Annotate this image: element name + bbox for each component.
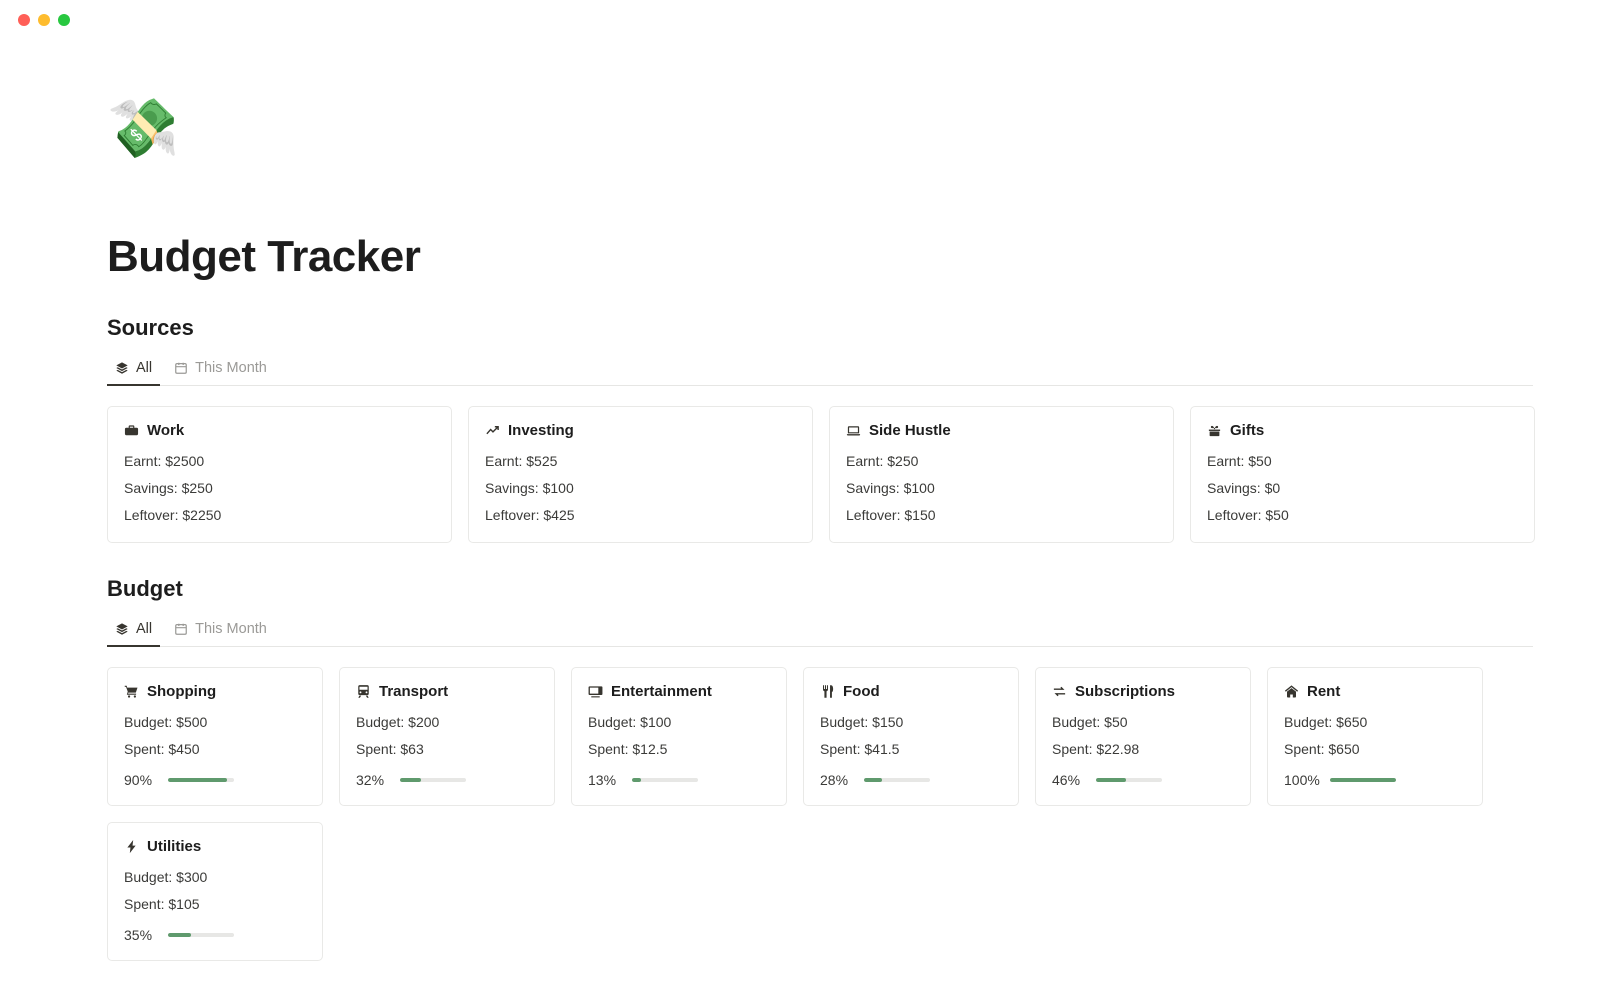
- card-leftover: Leftover: $2250: [124, 507, 222, 524]
- refresh-icon: [1052, 684, 1067, 699]
- tab-sources-this-month-label: This Month: [195, 360, 267, 376]
- card-earnt: Earnt: $50: [1207, 453, 1272, 469]
- card-earnt: Earnt: $2500: [124, 453, 205, 469]
- card-title: Gifts: [1230, 422, 1265, 439]
- card-budget: Budget: $100: [588, 713, 672, 730]
- card-header: [124, 683, 306, 700]
- card-earnt: Earnt: $250: [846, 453, 919, 469]
- progress-row: [820, 772, 1002, 788]
- card-spent: Spent: $22.98: [1052, 740, 1140, 757]
- window-controls: [18, 14, 70, 26]
- card-budget: Budget: $50: [1052, 713, 1128, 730]
- progress-fill: [400, 778, 421, 782]
- budget-card-shopping[interactable]: [107, 667, 323, 806]
- card-header: [485, 422, 796, 439]
- progress-fill: [1330, 778, 1396, 782]
- card-header: [820, 683, 1002, 700]
- card-spent: Spent: $41.5: [820, 740, 900, 757]
- card-savings: Savings: $100: [846, 480, 935, 497]
- card-title: Food: [843, 682, 880, 700]
- progress-fill: [632, 778, 641, 782]
- budget-heading: Budget: [107, 575, 183, 601]
- card-header: [846, 422, 1157, 439]
- progress-label: 46%: [1052, 771, 1081, 788]
- progress-row: [1284, 772, 1466, 788]
- layers-icon: [115, 361, 129, 375]
- tab-budget-all-label: All: [136, 620, 153, 637]
- card-header: [588, 683, 770, 700]
- card-title: Work: [147, 422, 185, 439]
- cart-icon: [124, 684, 139, 699]
- page-icon[interactable]: 💸: [107, 96, 180, 161]
- source-card-gifts[interactable]: [1190, 406, 1535, 543]
- page-title: Budget Tracker: [107, 232, 421, 281]
- card-savings: Savings: $250: [124, 480, 213, 497]
- tab-sources-all[interactable]: [107, 355, 160, 385]
- card-header: [124, 422, 435, 439]
- progress-row: [588, 772, 770, 788]
- card-budget: Budget: $500: [124, 713, 208, 730]
- calendar-icon: [174, 361, 188, 375]
- card-budget: Budget: $650: [1284, 713, 1368, 730]
- progress-label: 90%: [124, 771, 153, 788]
- progress-row: [356, 772, 538, 788]
- minimize-window-button[interactable]: [38, 14, 50, 26]
- card-title: Utilities: [147, 837, 202, 855]
- progress-row: [1052, 772, 1234, 788]
- card-spent: Spent: $105: [124, 896, 200, 913]
- window-titlebar: [0, 0, 1600, 40]
- card-title: Rent: [1307, 682, 1341, 700]
- progress-row: [124, 772, 306, 788]
- card-spent: Spent: $63: [356, 740, 424, 757]
- progress-bar: [1096, 778, 1162, 782]
- card-title: Entertainment: [611, 682, 712, 700]
- card-leftover: Leftover: $150: [846, 507, 936, 524]
- progress-label: 13%: [588, 771, 617, 788]
- budget-card-grid: [107, 667, 1537, 962]
- chart-line-icon: [485, 423, 500, 438]
- card-title: Investing: [508, 422, 574, 439]
- progress-bar: [168, 933, 234, 937]
- cutlery-icon: [820, 684, 835, 699]
- progress-label: 32%: [356, 771, 385, 788]
- card-title: Transport: [379, 682, 449, 700]
- card-earnt: Earnt: $525: [485, 453, 558, 469]
- progress-fill: [864, 778, 882, 782]
- budget-card-food[interactable]: [803, 667, 1019, 806]
- card-budget: Budget: $150: [820, 713, 904, 730]
- tab-budget-all[interactable]: [107, 616, 160, 646]
- card-spent: Spent: $450: [124, 740, 200, 757]
- page-content: [0, 40, 1600, 961]
- sources-heading: Sources: [107, 315, 194, 340]
- bolt-icon: [124, 839, 139, 854]
- card-leftover: Leftover: $50: [1207, 507, 1289, 524]
- progress-bar: [864, 778, 930, 782]
- progress-bar: [632, 778, 698, 782]
- budget-card-rent[interactable]: [1267, 667, 1483, 806]
- tab-budget-this-month[interactable]: [166, 616, 275, 646]
- laptop-icon: [846, 423, 861, 438]
- gift-icon: [1207, 423, 1222, 438]
- card-title: Subscriptions: [1075, 682, 1176, 700]
- tab-sources-all-label: All: [136, 360, 153, 376]
- card-spent: Spent: $12.5: [588, 740, 668, 757]
- progress-fill: [1096, 778, 1126, 782]
- progress-row: [124, 927, 306, 943]
- budget-card-transport[interactable]: [339, 667, 555, 806]
- progress-fill: [168, 933, 191, 937]
- card-leftover: Leftover: $425: [485, 507, 575, 524]
- budget-card-utilities[interactable]: [107, 822, 323, 961]
- layers-icon: [115, 622, 129, 636]
- card-budget: Budget: $300: [124, 868, 208, 885]
- card-title: Shopping: [147, 682, 217, 700]
- tv-icon: [588, 684, 603, 699]
- progress-label: 100%: [1284, 771, 1320, 788]
- progress-fill: [168, 778, 227, 782]
- briefcase-icon: [124, 423, 139, 438]
- budget-view-tabs: [107, 616, 1533, 647]
- card-budget: Budget: $200: [356, 713, 440, 730]
- card-header: [1052, 683, 1234, 700]
- tab-sources-this-month[interactable]: [166, 355, 275, 385]
- card-header: [1284, 683, 1466, 700]
- progress-label: 28%: [820, 771, 849, 788]
- close-window-button[interactable]: [18, 14, 30, 26]
- card-title: Side Hustle: [869, 422, 951, 439]
- sources-card-grid: [107, 406, 1537, 543]
- card-savings: Savings: $0: [1207, 480, 1281, 497]
- source-card-side-hustle[interactable]: [829, 406, 1174, 543]
- card-savings: Savings: $100: [485, 480, 574, 497]
- budget-card-entertainment[interactable]: [571, 667, 787, 806]
- card-header: [356, 683, 538, 700]
- budget-card-subscriptions[interactable]: [1035, 667, 1251, 806]
- home-icon: [1284, 684, 1299, 699]
- card-spent: Spent: $650: [1284, 740, 1360, 757]
- progress-bar: [400, 778, 466, 782]
- sources-view-tabs: [107, 355, 1533, 386]
- tab-budget-this-month-label: This Month: [195, 620, 267, 637]
- progress-label: 35%: [124, 927, 153, 944]
- calendar-icon: [174, 622, 188, 636]
- card-header: [124, 838, 306, 855]
- progress-bar: [168, 778, 234, 782]
- source-card-investing[interactable]: [468, 406, 813, 543]
- maximize-window-button[interactable]: [58, 14, 70, 26]
- train-icon: [356, 684, 371, 699]
- card-header: [1207, 422, 1518, 439]
- progress-bar: [1330, 778, 1396, 782]
- source-card-work[interactable]: [107, 406, 452, 543]
